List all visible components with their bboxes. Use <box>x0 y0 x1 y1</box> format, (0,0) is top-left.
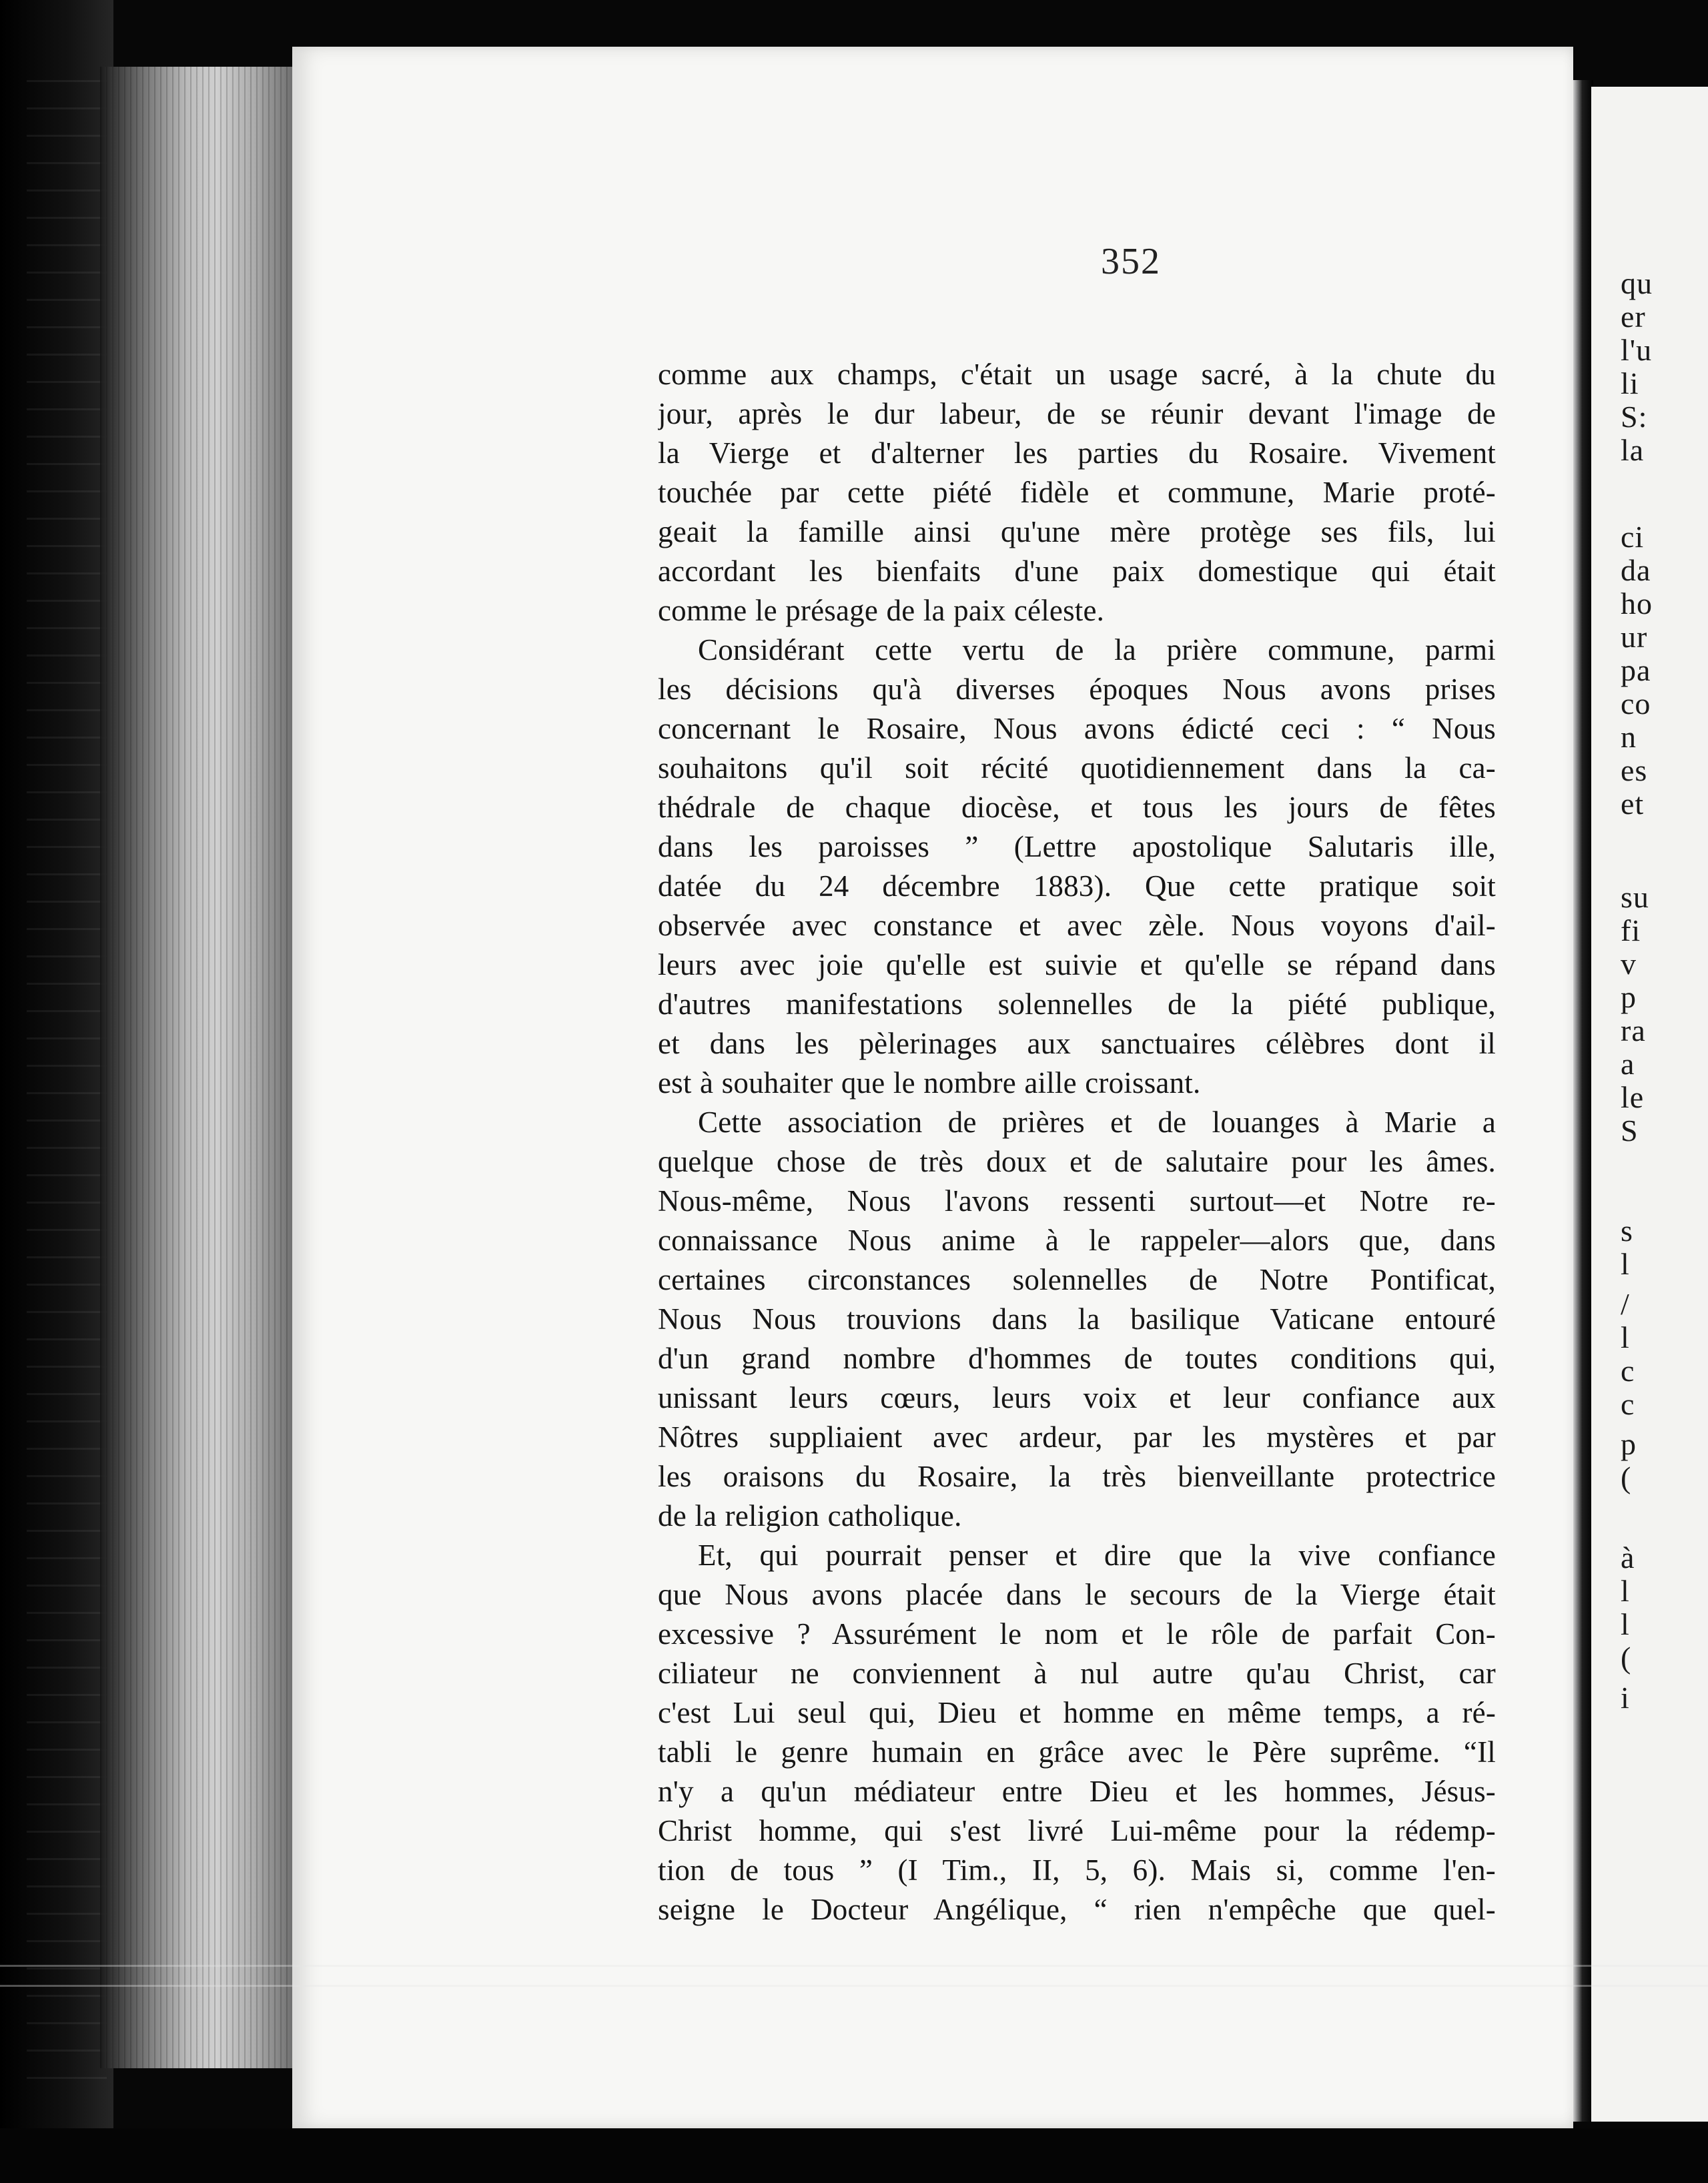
text-line: n'y a qu'un médiateur entre Dieu et les hommes, Jésus- <box>658 1775 1496 1808</box>
text-line: c'est Lui seul qui, Dieu et homme en même temps, a ré- <box>658 1696 1496 1729</box>
text-line: excessive ? Assurément le nom et le rôle de parfait Con- <box>658 1617 1496 1651</box>
facing-page-text: l <box>1621 1607 1630 1641</box>
text-line: connaissance Nous anime à le rappeler—alors que, dans <box>658 1224 1496 1257</box>
text-line: seigne le Docteur Angélique, “ rien n'empêche que quel- <box>658 1893 1496 1926</box>
text-line: Nous Nous trouvions dans la basilique Vaticane entouré <box>658 1302 1496 1336</box>
text-line: que Nous avons placée dans le secours de la Vierge était <box>658 1578 1496 1611</box>
text-line: les décisions qu'à diverses époques Nous avons prises <box>658 673 1496 706</box>
facing-page-text: l <box>1621 1247 1630 1281</box>
facing-page-text: ur <box>1621 620 1648 654</box>
page-number-container <box>0 240 1708 283</box>
scan-bottom-margin <box>0 2128 1708 2183</box>
text-line: certaines circonstances solennelles de Notre Pontificat, <box>658 1263 1496 1296</box>
text-line: Et, qui pourrait penser et dire que la vive confiance <box>698 1539 1496 1572</box>
facing-page-text: p <box>1621 980 1637 1014</box>
text-line: comme aux champs, c'était un usage sacré, à la chute du <box>658 358 1496 391</box>
facing-page-text: l <box>1621 1574 1630 1608</box>
text-line: souhaitons qu'il soit récité quotidiennement dans la ca- <box>658 751 1496 785</box>
facing-page-text: er <box>1621 300 1646 334</box>
book-page-edges <box>100 67 294 2068</box>
text-line: comme le présage de la paix céleste. <box>658 594 1105 627</box>
facing-page-text: li <box>1621 366 1639 400</box>
facing-page-text: l <box>1621 1320 1630 1354</box>
text-line: est à souhaiter que le nombre aille croissant. <box>658 1066 1201 1100</box>
text-line: Nous-même, Nous l'avons ressenti surtout—et Notre re- <box>658 1184 1496 1218</box>
text-line: les oraisons du Rosaire, la très bienveillante protectrice <box>658 1460 1496 1493</box>
facing-page-text: s <box>1621 1214 1633 1248</box>
facing-page-text: / <box>1621 1287 1630 1321</box>
facing-page-text: ( <box>1621 1460 1632 1494</box>
facing-page-text: ra <box>1621 1013 1646 1047</box>
facing-page-text: a <box>1621 1047 1635 1081</box>
facing-page-text: à <box>1621 1541 1635 1575</box>
facing-page-text: su <box>1621 880 1649 914</box>
text-line: datée du 24 décembre 1883). Que cette pratique soit <box>658 869 1496 903</box>
text-line: thédrale de chaque diocèse, et tous les jours de fêtes <box>658 791 1496 824</box>
text-line: et dans les pèlerinages aux sanctuaires célèbres dont il <box>658 1027 1496 1060</box>
facing-page-text: ho <box>1621 586 1653 620</box>
page-number: 352 <box>1101 241 1161 282</box>
facing-page-text: c <box>1621 1354 1635 1388</box>
facing-page-text: v <box>1621 947 1637 981</box>
text-line: Nôtres suppliaient avec ardeur, par les mystères et par <box>658 1420 1496 1454</box>
book-gutter <box>1573 80 1593 2122</box>
facing-page-text: le <box>1621 1080 1645 1114</box>
text-line: accordant les bienfaits d'une paix domestique qui était <box>658 554 1496 588</box>
scan-noise <box>27 80 107 2082</box>
text-line: Considérant cette vertu de la prière commune, parmi <box>698 633 1496 667</box>
text-line: de la religion catholique. <box>658 1499 962 1533</box>
facing-page-text: l'u <box>1621 333 1653 367</box>
text-line: tabli le genre humain en grâce avec le Père suprême. “Il <box>658 1735 1496 1769</box>
scan-left-margin <box>0 0 113 2183</box>
facing-page-text: ( <box>1621 1641 1632 1675</box>
facing-page-text: qu <box>1621 266 1653 300</box>
text-line: jour, après le dur labeur, de se réunir devant l'image de <box>658 397 1496 430</box>
text-line: observée avec constance et avec zèle. Nous voyons d'ail- <box>658 909 1496 942</box>
text-line: geait la famille ainsi qu'une mère protège ses fils, lui <box>658 515 1496 548</box>
text-line: Cette association de prières et de louanges à Marie a <box>698 1106 1496 1139</box>
text-line: ciliateur ne conviennent à nul autre qu'au Christ, car <box>658 1657 1496 1690</box>
facing-page-text: c <box>1621 1387 1635 1421</box>
text-line: la Vierge et d'alterner les parties du Rosaire. Vivement <box>658 436 1496 470</box>
facing-page-text: et <box>1621 787 1645 821</box>
facing-page-text: ci <box>1621 520 1645 554</box>
text-line: d'autres manifestations solennelles de la piété publique, <box>658 987 1496 1021</box>
text-line: leurs avec joie qu'elle est suivie et qu'elle se répand dans <box>658 948 1496 981</box>
facing-page-text: n <box>1621 720 1637 754</box>
facing-page-text: da <box>1621 553 1651 587</box>
text-line: Christ homme, qui s'est livré Lui-même pour la rédemp- <box>658 1814 1496 1847</box>
body-text <box>658 355 1496 1929</box>
scan-artifact-line <box>0 1965 1708 1967</box>
text-line: unissant leurs cœurs, leurs voix et leur confiance aux <box>658 1381 1496 1414</box>
facing-page-text: p <box>1621 1427 1637 1461</box>
facing-page-text: co <box>1621 687 1651 721</box>
text-line: touchée par cette piété fidèle et commune, Marie proté- <box>658 476 1496 509</box>
facing-page-text: la <box>1621 433 1645 467</box>
text-line: concernant le Rosaire, Nous avons édicté ceci : “ Nous <box>658 712 1496 745</box>
facing-page-text: es <box>1621 753 1648 787</box>
facing-page-text: pa <box>1621 653 1651 687</box>
facing-page-text: i <box>1621 1681 1630 1715</box>
facing-page-text: S <box>1621 1114 1639 1148</box>
facing-page-fragment <box>1591 87 1708 2122</box>
text-line: d'un grand nombre d'hommes de toutes conditions qui, <box>658 1342 1496 1375</box>
text-line: tion de tous ” (I Tim., II, 5, 6). Mais si, comme l'en- <box>658 1853 1496 1887</box>
text-line: dans les paroisses ” (Lettre apostolique Salutaris ille, <box>658 830 1496 863</box>
text-line: quelque chose de très doux et de salutaire pour les âmes. <box>658 1145 1496 1178</box>
scan-artifact-line <box>0 1985 1708 1987</box>
facing-page-text: fi <box>1621 913 1641 947</box>
facing-page-text: S: <box>1621 400 1648 434</box>
